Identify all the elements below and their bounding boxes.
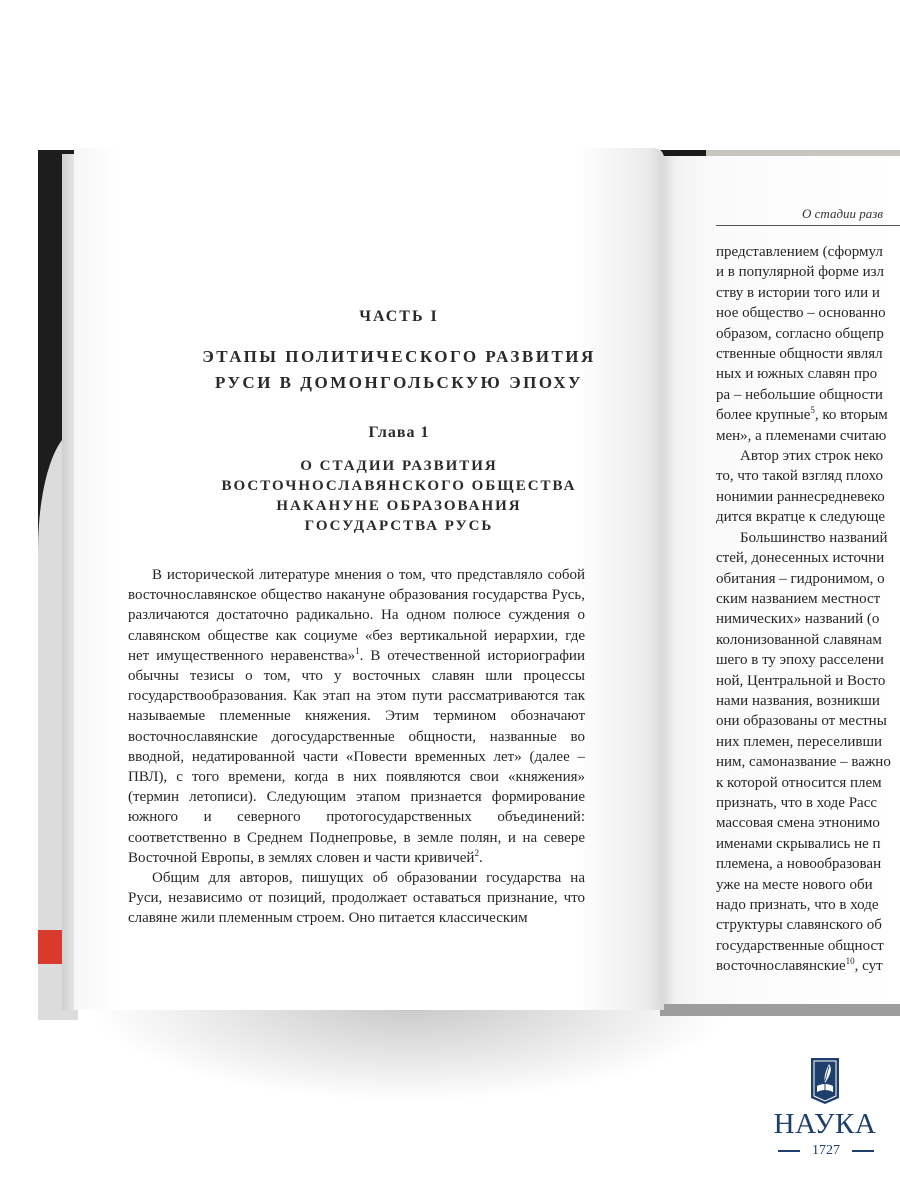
book-cover-bottom [660,1002,900,1016]
right-page-line [716,854,900,874]
right-page-line [716,773,900,793]
line-text: ственные общности являл [716,346,883,363]
chapter-label: Глава 1 [368,424,430,441]
paragraph-text: Общим для авторов, пишущих об образовании государства на Руси, независимо от позиций, продолжает оставаться признание, что славяне жили племенным строем. Оно питается классическим [128,870,585,927]
right-page-line [716,487,900,507]
line-text: мен», а племенами считаю [716,427,887,444]
line-text: ной, Центральной и Восто [716,672,886,689]
right-page-line [716,793,900,813]
line-text: Большинство названий [740,529,888,546]
line-text: то, что такой взгляд плохо [716,468,883,485]
chapter-title-line: ВОСТОЧНОСЛАВЯНСКОГО ОБЩЕСТВА [221,478,577,494]
right-page-line [716,466,900,486]
part-title-line: ЭТАПЫ ПОЛИТИЧЕСКОГО РАЗВИТИЯ [202,347,596,366]
line-text: надо признать, что в ходе [716,897,879,913]
right-page-line [716,732,900,752]
right-page-line [716,691,900,711]
right-page-line [716,895,900,915]
line-text: именами скрывались не п [716,835,881,852]
body-text [128,565,585,929]
footnote-ref[interactable]: 1 [355,645,360,656]
book-quill-icon [808,1056,842,1106]
running-head: О стадии разв [802,206,883,221]
line-text: восточнославянские [716,958,846,975]
line-text: Автор этих строк неко [740,448,884,465]
paragraph-text: . [478,849,483,866]
line-text: образом, согласно общепр [716,325,884,342]
chapter-title [74,456,724,536]
book-cover-red-mark [38,930,62,964]
part-label: ЧАСТЬ I [359,308,439,325]
line-text: представлением (сформул [716,244,883,260]
paragraph [128,868,585,929]
line-text: ных и южных славян про [716,366,878,383]
right-page-content [662,156,900,1004]
line-text: структуры славянского об [716,917,882,934]
paragraph-text: В исторической литературе мнения о том, что представляло собой восточнославянское общество накануне образования государства Русь, различаются достаточно радикально. На одном полюсе суждения о славянском обществе как социуме «без вертикальной иерархии, где нет имущественного неравенства» [128,567,585,664]
line-text: государственные общност [716,937,884,954]
right-page-text [716,242,900,977]
right-page-line [716,915,900,935]
right-page-line [716,242,900,262]
line-text: нонимии раннесредневеко [716,488,885,505]
right-page-line [716,875,900,895]
line-text: и в популярной форме изл [716,264,885,281]
footnote-ref[interactable]: 5 [810,405,815,416]
right-page-line [716,671,900,691]
right-page-line [716,548,900,568]
right-page-line [716,630,900,650]
line-text: массовая смена этнонимо [716,815,880,832]
right-page-line [716,834,900,854]
publisher-year: 1727 [812,1143,840,1158]
right-page-line [716,956,900,976]
right-page-line [716,446,900,466]
part-title [74,344,724,396]
line-text: ним, самоназвание – важно [716,754,891,771]
line-text: , сут [854,958,883,975]
line-text: обитания – гидронимом, о [716,570,885,587]
divider [852,1150,874,1152]
line-text: шего в ту эпоху расселени [716,652,884,669]
right-page-line [716,936,900,956]
right-page-line [716,324,900,344]
line-text: более крупные [716,407,811,424]
line-text: ским названием местност [716,590,881,607]
line-text: колонизованной славянам [716,631,882,648]
right-page-line [716,303,900,323]
line-text: ное общество – основанно [716,305,886,322]
chapter-title-line: НАКАНУНЕ ОБРАЗОВАНИЯ [276,498,522,514]
line-text: нимических» названий (о [716,611,880,628]
line-text: нами названия, возникши [716,692,880,709]
chapter-title-line: ГОСУДАРСТВА РУСЬ [304,518,494,534]
right-page-line [716,528,900,548]
right-page-line [716,813,900,833]
right-page-line [716,650,900,670]
line-text: дится вкратце к следующе [716,509,886,526]
paragraph [128,565,585,868]
publisher-name: НАУКА [773,1108,877,1140]
footnote-ref[interactable]: 10 [845,956,855,967]
line-text: они образованы от местны [716,713,887,730]
right-page-line [716,385,900,405]
right-page-line [716,609,900,629]
right-page-line [716,262,900,282]
right-page-line [716,364,900,384]
chapter-title-line: О СТАДИИ РАЗВИТИЯ [300,458,498,474]
line-text: стей, донесенных источни [716,550,885,567]
right-page-line [716,569,900,589]
running-head-rule [716,225,900,226]
right-page-line [716,405,900,425]
line-text: племена, а новообразован [716,856,882,873]
right-page-line [716,344,900,364]
part-title-line: РУСИ В ДОМОНГОЛЬСКУЮ ЭПОХУ [215,373,583,392]
publisher-year-row [778,1142,874,1160]
line-text: ра – небольшие общности [716,386,883,403]
right-page-line [716,752,900,772]
line-text: ству в истории того или и [716,284,880,301]
right-page-line [716,507,900,527]
paragraph-text: . В отечественной историографии обычны тезисы о том, что у восточных славян шли процессы государствообразования. Как этап на этом пути рассматриваются так называемые племенные княжения. Этим термином обозначают восточнославянские догосударственные общности, названные во вводной, недатированной части «Повести временных лет» (далее – ПВЛ), с того времени, когда в них появляются свои «княжения» (термин летописи). Следующим этапом признается формирование южного и северного протогосударственных объединений: соответственно в Среднем Поднепровье, в земле полян, и на севере Восточной Европы, в землях словен и части кривичей [128,647,585,866]
right-page-line [716,711,900,731]
line-text: признать, что в ходе Расс [716,794,878,811]
right-page-line [716,283,900,303]
right-page-line [716,589,900,609]
line-text: , ко вторым [814,407,888,424]
right-page-line [716,426,900,446]
divider [778,1150,800,1152]
line-text: них племен, переселивши [716,733,883,750]
line-text: к которой относится плем [716,774,882,791]
line-text: уже на месте нового оби [716,876,873,893]
footnote-ref[interactable]: 2 [474,847,479,858]
